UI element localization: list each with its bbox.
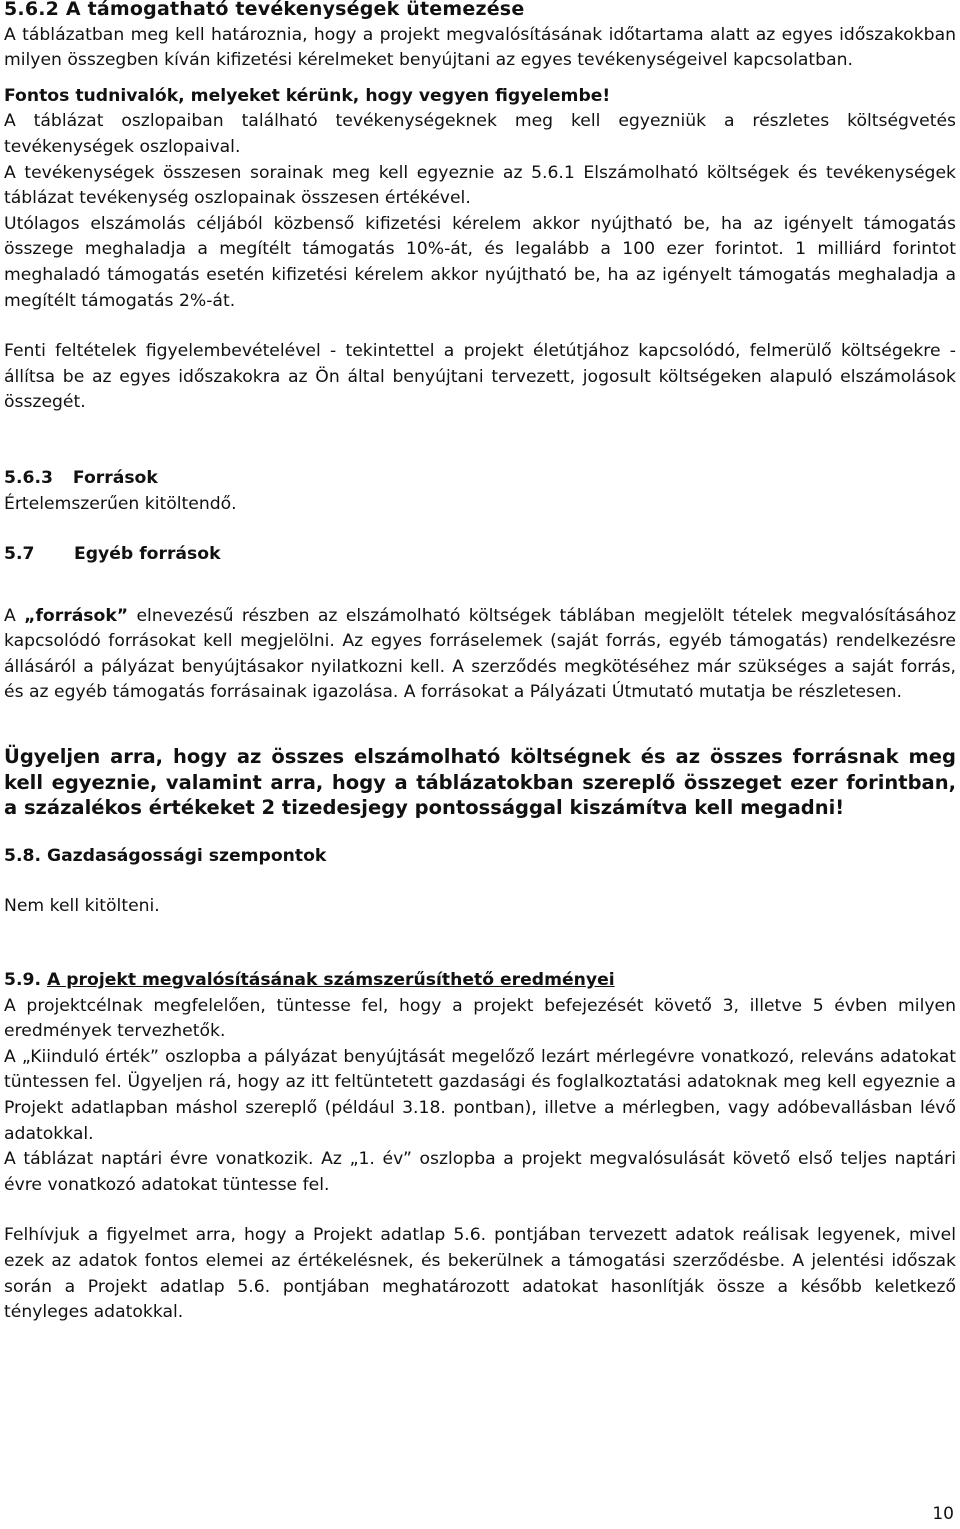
section-563-text: Értelemszerűen kitöltendő. xyxy=(4,493,237,514)
section-59-paragraph-1: A projektcélnak megfelelően, tüntesse fel, hogy a projekt befejezését követő 3, illetve 5 évben milyen eredmények tervezhetők. xyxy=(4,995,956,1042)
section-562-paragraph-4: Utólagos elszámolás céljából közbenső kifizetési kérelem akkor nyújtható be, ha az igényelt támogatás összege meghaladja a megítélt támogatás 10%-át, és legalább a 100 ezer forintot. 1 milliárd forintot meghaladó támogatás esetén kifizetési kérelem akkor nyújtható be, ha az igényelt támogatás meghaladja a megítélt támogatás 2%-át. xyxy=(4,213,956,311)
warning-paragraph: Ügyeljen arra, hogy az összes elszámolható költségnek és az összes forrásnak meg kell egyeznie, valamint arra, hogy a táblázatokban szereplő összeget ezer forintban, a százalékos értékeket 2 tizedesjegy pontossággal kiszámítva kell megadni! xyxy=(4,745,956,820)
section-58-heading: 5.8. Gazdaságossági szempontok xyxy=(4,845,327,866)
section-59-title: A projekt megvalósításának számszerűsíthető eredményei xyxy=(46,970,615,991)
document-page xyxy=(4,0,956,1326)
section-58-text: Nem kell kitölteni. xyxy=(4,896,160,917)
forrasok-term: „források” xyxy=(24,605,129,626)
section-59-number: 5.9. xyxy=(4,970,41,991)
section-57-rest: elnevezésű részben az elszámolható költségek táblában megjelölt tételek megvalósításához kapcsolódó forrásokat kell megjelölni. Az egyes forráselemek (saját forrás, egyéb támogatás) rendelkezésre állásáról a pályázat benyújtásakor nyilatkozni kell. A szerződés megkötéséhez már szükséges a saját forrás, és az egyéb támogatás forrásainak igazolása. A forrásokat a Pályázati Útmutató mutatja be részletesen. xyxy=(4,605,956,703)
page-number: 10 xyxy=(932,1504,954,1524)
section-563-number: 5.6.3 xyxy=(4,467,53,488)
section-57-heading xyxy=(4,542,956,568)
section-563-title: Források xyxy=(72,467,158,488)
section-59-paragraph-2: A „Kiinduló érték” oszlopba a pályázat benyújtását megelőző lezárt mérlegévre vonatkozó, releváns adatokat tüntessen fel. Ügyeljen rá, hogy az itt feltüntetett gazdasági és foglalkoztatási adatoknak meg kell egyeznie a Projekt adatlapban máshol szereplő (például 3.18. pontban), illetve a mérlegben, vagy adóbevallásban lévő adatokkal. xyxy=(4,1046,956,1144)
section-562-heading: 5.6.2 A támogatható tevékenységek ütemezése xyxy=(4,0,525,20)
section-59-paragraph-4: Felhívjuk a figyelmet arra, hogy a Projekt adatlap 5.6. pontjában tervezett adatok reálisak legyenek, mivel ezek az adatok fontos elemei az értékelésnek, és bekerülnek a támogatási szerződésbe. A jelentési időszak során a Projekt adatlap 5.6. pontjában meghatározott adatokat hasonlítják össze a később keletkező tényleges adatokkal. xyxy=(4,1225,956,1323)
section-57-paragraph xyxy=(4,604,956,706)
section-59-heading xyxy=(4,968,956,994)
section-562-paragraph-2: A táblázat oszlopaiban található tevékenységeknek meg kell egyezniük a részletes költségvetés tevékenységek oszlopaival. xyxy=(4,111,956,157)
notice-heading: Fontos tudnivalók, melyeket kérünk, hogy vegyen figyelembe! xyxy=(4,85,611,106)
section-57-prefix: A xyxy=(4,605,25,626)
section-562-paragraph-3: A tevékenységek összesen sorainak meg kell egyeznie az 5.6.1 Elszámolható költségek és tevékenységek táblázat tevékenység oszlopainak összesen értékével. xyxy=(4,162,956,209)
section-562-paragraph-5: Fenti feltételek figyelembevételével - tekintettel a projekt életútjához kapcsolódó, felmerülő költségekre - állítsa be az egyes időszakokra az Ön által benyújtani tervezett, jogosult költségeken alapuló elszámolások összegét. xyxy=(4,341,956,413)
section-562-paragraph-1: A táblázatban meg kell határoznia, hogy a projekt megvalósításának időtartama alatt az egyes időszakokban milyen összegben kíván kifizetési kérelmeket benyújtani az egyes tevékenységeivel kapcsolatban. xyxy=(4,24,956,71)
section-57-number: 5.7 xyxy=(4,544,35,565)
section-59-paragraph-3: A táblázat naptári évre vonatkozik. Az „1. év” oszlopba a projekt megvalósulását követő első teljes naptári évre vonatkozó adatokat tüntesse fel. xyxy=(4,1149,956,1195)
section-563-heading xyxy=(4,466,956,492)
section-57-title: Egyéb források xyxy=(74,544,221,565)
